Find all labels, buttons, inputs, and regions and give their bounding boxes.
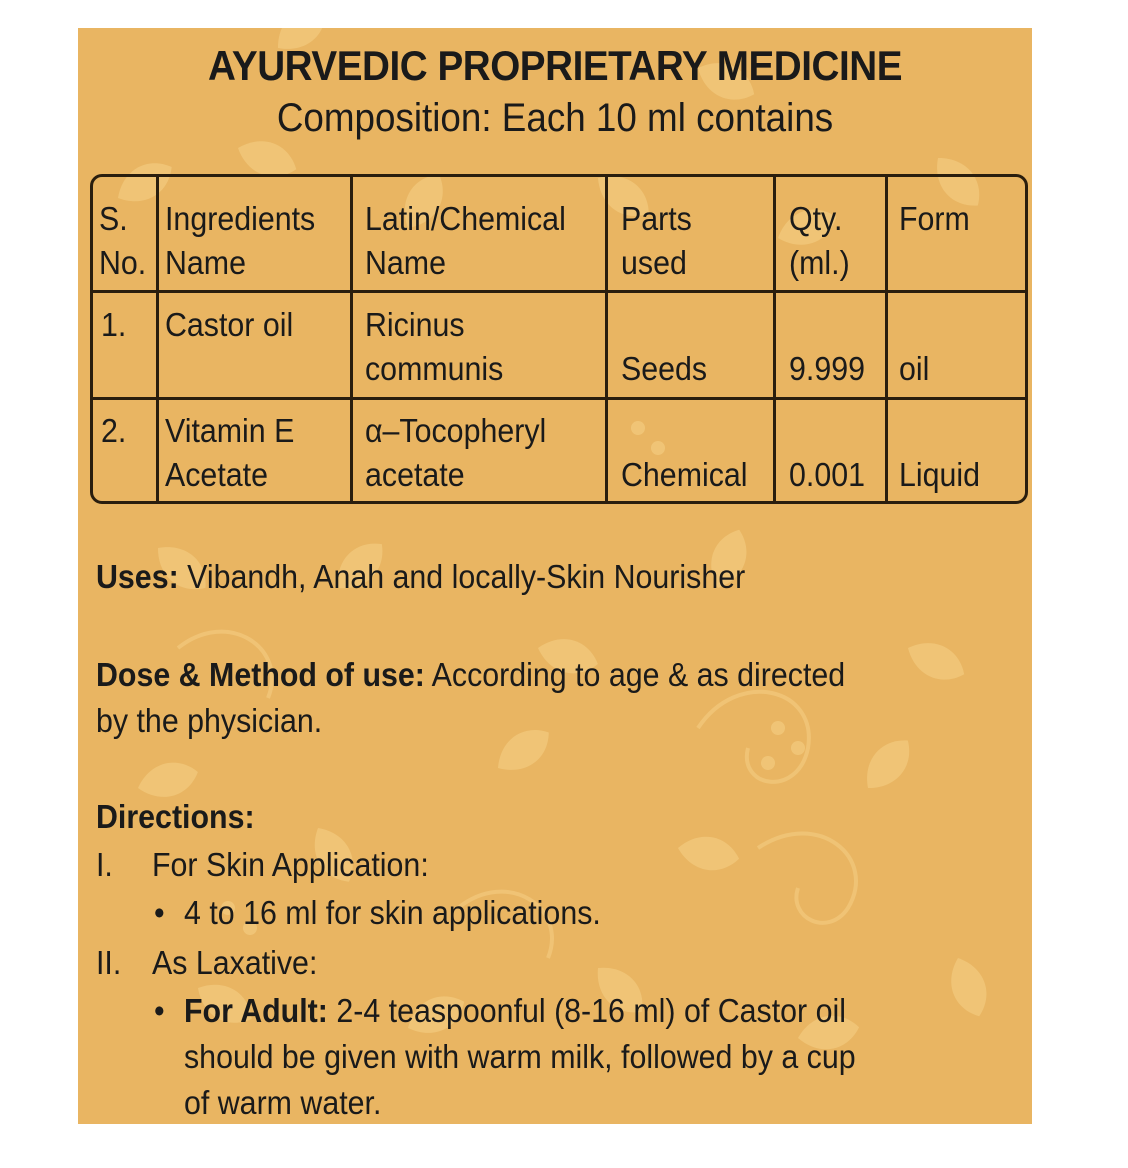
row2-ingredient: Vitamin E Acetate xyxy=(165,412,295,493)
row1-latin: Ricinus communis xyxy=(365,306,504,387)
direction-2-bullet: • xyxy=(154,992,165,1029)
direction-1-title: For Skin Application: xyxy=(152,846,429,883)
header-parts: Parts used xyxy=(621,200,692,281)
subtitle: Composition: Each 10 ml contains xyxy=(276,96,834,140)
header-ingredient: Ingredients Name xyxy=(165,200,316,281)
composition-table xyxy=(90,174,1028,504)
row1-parts: Seeds xyxy=(621,350,708,387)
direction-1-bullet: • xyxy=(154,894,165,931)
row2-parts: Chemical xyxy=(621,456,748,493)
dose-label: Dose & Method of use: xyxy=(96,656,425,693)
header-form: Form xyxy=(899,200,970,237)
header-sno: S. No. xyxy=(99,200,147,281)
direction-1-numeral: I. xyxy=(96,846,113,883)
direction-2-numeral: II. xyxy=(96,944,122,981)
row2-sno: 2. xyxy=(101,412,127,449)
row1-form: oil xyxy=(899,350,930,387)
dose-line-2: by the physician. xyxy=(96,702,323,739)
uses-label: Uses: xyxy=(96,558,179,595)
direction-2-line-1: For Adult: 2-4 teaspoonful (8-16 ml) of Castor oil xyxy=(184,992,846,1029)
adult-label: For Adult: xyxy=(184,992,328,1029)
direction-1-text: 4 to 16 ml for skin applications. xyxy=(184,894,601,931)
product-label xyxy=(78,28,1032,1124)
row1-sno: 1. xyxy=(101,306,127,343)
dose-line-1 xyxy=(96,652,845,698)
uses-text: Vibandh, Anah and locally-Skin Nourisher xyxy=(178,558,746,595)
row1-ingredient: Castor oil xyxy=(165,306,294,343)
header-latin: Latin/Chemical Name xyxy=(365,200,566,281)
row1-qty: 9.999 xyxy=(789,350,865,387)
uses-line xyxy=(96,554,745,600)
title: AYURVEDIC PROPRIETARY MEDICINE xyxy=(207,42,903,89)
header-qty: Qty. (ml.) xyxy=(789,200,850,281)
direction-2-line-3: of warm water. xyxy=(184,1084,382,1121)
direction-2-line-2: should be given with warm milk, followed by a cup xyxy=(184,1038,856,1075)
directions-heading: Directions: xyxy=(96,798,255,835)
row2-qty: 0.001 xyxy=(789,456,865,493)
dose-text-1: According to age & as directed xyxy=(424,656,846,693)
row2-latin: α–Tocopheryl acetate xyxy=(365,412,547,493)
row2-form: Liquid xyxy=(899,456,981,493)
direction-2-title: As Laxative: xyxy=(152,944,318,981)
